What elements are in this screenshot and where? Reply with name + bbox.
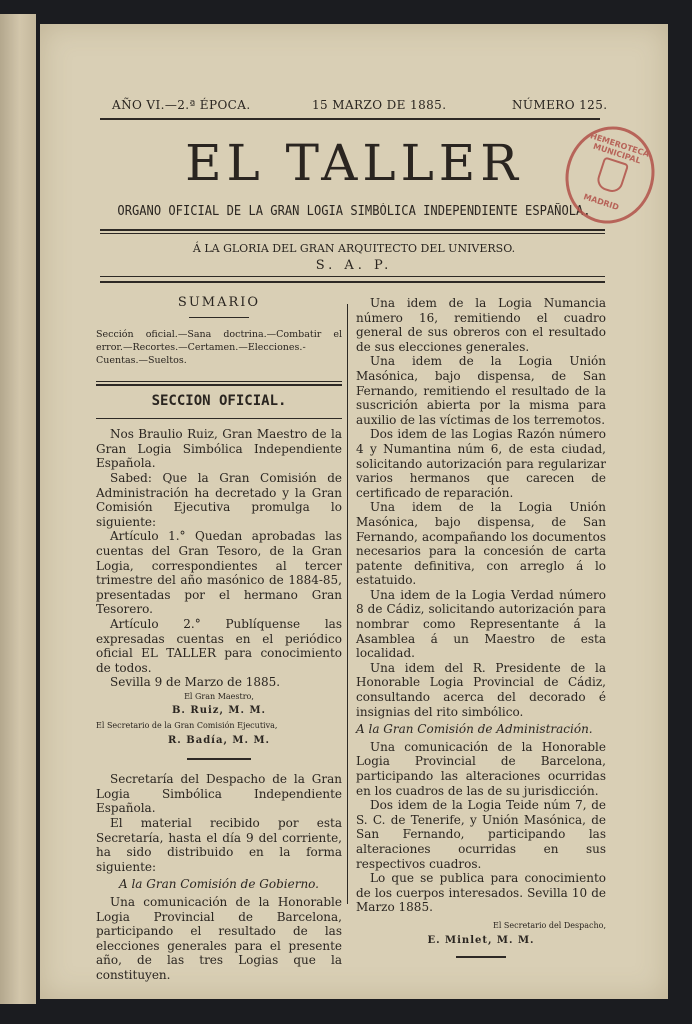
- paragraph: Dos idem de las Logias Razón número 4 y Numantina núm 6, de esta ciudad, solicitando autorización para regularizar varios hermanos que carecen de certificado de reparación.: [356, 427, 606, 500]
- newspaper-title: EL TALLER: [185, 134, 523, 192]
- paragraph: Una idem de la Logia Unión Masónica, bajo dispensa, de San Fernando, acompañando los documentos necesarios para la concesión de carta patente definitiva, con arreglo á lo estatuido.: [356, 500, 606, 588]
- signature-role: El Secretario del Despacho,: [492, 920, 606, 930]
- newspaper-page: [40, 24, 668, 999]
- issue-date: 15 MARZO DE 1885.: [312, 98, 447, 112]
- stamp-text-bottom: MADRID: [582, 192, 620, 213]
- sumario-title: SUMARIO: [177, 295, 261, 310]
- issue-number: NÚMERO 125.: [512, 98, 608, 112]
- signature-role: El Secretario de la Gran Comisión Ejecutiva,: [96, 721, 278, 731]
- column-divider: [347, 304, 348, 904]
- subtitle-rule-thin: [100, 233, 605, 234]
- sumario-bottom-rule-2: [96, 384, 342, 386]
- section-rule: [96, 418, 342, 419]
- year-epoch: AÑO VI.—2.ª ÉPOCA.: [112, 98, 251, 112]
- paragraph: Secretaría del Despacho de la Gran Logia Simbólica Independiente Española.: [96, 772, 342, 816]
- paragraph: Una idem de la Logia Unión Masónica, bajo dispensa, de San Fernando, remitiendo el resultado de la suscrición abierta por la misma para auxilio de las víctimas de los terremotos.: [356, 354, 606, 427]
- signature-name: E. Minlet, M. M.: [427, 934, 535, 946]
- section-title: SECCION OFICIAL.: [151, 392, 287, 409]
- right-column: [356, 296, 606, 958]
- left-column: [96, 296, 342, 983]
- paragraph: Una idem de la Logia Verdad número 8 de Cádiz, solicitando autorización para nombrar como Representante á la Asamblea á un Maestro de esta localidad.: [356, 587, 606, 661]
- paragraph: Una idem del R. Presidente de la Honorable Logia Provincial de Cádiz, consultando acerca del decorado é insignias del rito simbólico.: [356, 660, 606, 719]
- subheading: A la Gran Comisión de Administración.: [356, 722, 593, 737]
- paragraph: Lo que se publica para conocimiento de los cuerpos interesados. Sevilla 10 de Marzo 1885.: [356, 871, 606, 915]
- crest-icon: [595, 156, 630, 194]
- paragraph: Artículo 2.° Publíquense las expresadas cuentas en el periódico oficial EL TALLER para conocimiento de todos.: [96, 616, 342, 675]
- subheading: A la Gran Comisión de Gobierno.: [118, 877, 319, 892]
- subtitle-rule: [100, 229, 605, 231]
- header-rule-1: [100, 276, 605, 277]
- paragraph: Artículo 1.° Quedan aprobadas las cuentas del Gran Tesoro, de la Gran Logia, correspondientes al tercer trimestre del año masónico de 1884-85, presentadas por el hermano Gran Tesorero.: [96, 529, 342, 617]
- paragraph: Sabed: Que la Gran Comisión de Administración ha decretado y la Gran Comisión Ejecutiva promulga lo siguiente:: [96, 470, 342, 529]
- header-rule-2: [100, 281, 605, 283]
- signature-name: R. Badía, M. M.: [167, 734, 271, 746]
- paragraph: El material recibido por esta Secretaría, hasta el día 9 del corriente, ha sido distribuido en la forma siguiente:: [96, 816, 342, 874]
- paragraph: Una idem de la Logia Numancia número 16, remitiendo el cuadro general de sus obreros con el resultado de sus elecciones generales.: [356, 296, 606, 354]
- signature-name: B. Ruiz, M. M.: [171, 705, 267, 717]
- paragraph: Una comunicación de la Honorable Logia Provincial de Barcelona, participando el resultado de las elecciones generales para el presente año, de las tres Logias que la constituyen.: [96, 895, 342, 982]
- end-separator: [456, 956, 506, 958]
- dedication: Á LA GLORIA DEL GRAN ARQUITECTO DEL UNIVERSO.: [192, 242, 516, 255]
- signature-role: El Gran Maestro,: [184, 691, 254, 701]
- paragraph: Sevilla 9 de Marzo de 1885.: [110, 675, 281, 690]
- sap-line: S. A. P.: [315, 258, 393, 273]
- sumario-text: Sección oficial.—Sana doctrina.—Combatir el error.—Recortes.—Certamen.—Elecciones.- Cuentas.—Sueltos.: [96, 328, 342, 366]
- paragraph: Nos Braulio Ruiz, Gran Maestro de la Gran Logia Simbólica Independiente Española.: [96, 427, 342, 471]
- sumario-rule: [189, 317, 249, 318]
- book-spine: [0, 14, 36, 1004]
- separator: [187, 758, 251, 760]
- sumario-bottom-rule: [96, 381, 342, 382]
- paragraph: Una comunicación de la Honorable Logia Provincial de Barcelona, participando las alteraciones ocurridas en los cuadros de las de su jurisdicción.: [356, 739, 606, 798]
- top-rule: [100, 118, 600, 120]
- newspaper-subtitle: ORGANO OFICIAL DE LA GRAN LOGIA SIMBÓLICA INDEPENDIENTE ESPAÑOLA.: [117, 204, 591, 219]
- paragraph: Dos idem de la Logia Teide núm 7, de S. C. de Tenerife, y Unión Masónica, de San Fernando, participando las alteraciones ocurridas en sus respectivos cuadros.: [356, 798, 606, 871]
- stamp-text-top: HEMEROTECA MUNICIPAL: [589, 131, 651, 166]
